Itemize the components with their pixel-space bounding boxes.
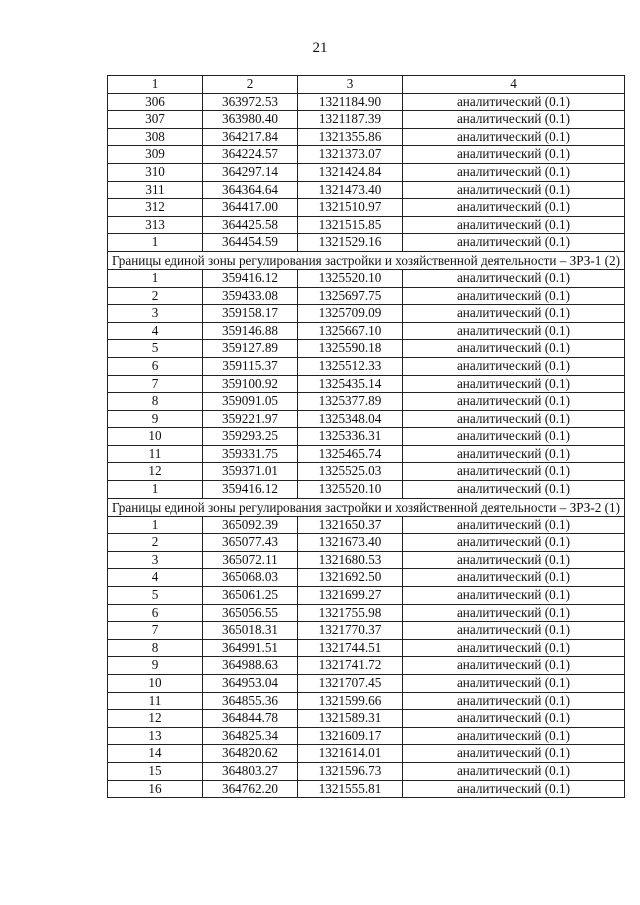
point-number-cell: 12	[108, 710, 203, 728]
x-coordinate-cell: 359127.89	[203, 340, 298, 358]
y-coordinate-cell: 1321589.31	[298, 710, 403, 728]
section-title: Границы единой зоны регулирования застройки и хозяйственной деятельности – ЗРЗ-2 (1)	[108, 498, 625, 516]
y-coordinate-cell: 1321184.90	[298, 93, 403, 111]
method-cell: аналитический (0.1)	[403, 445, 625, 463]
table-row	[108, 234, 625, 252]
x-coordinate-cell: 365056.55	[203, 604, 298, 622]
x-coordinate-cell: 364297.14	[203, 163, 298, 181]
y-coordinate-cell: 1321741.72	[298, 657, 403, 675]
x-coordinate-cell: 364803.27	[203, 762, 298, 780]
y-coordinate-cell: 1321529.16	[298, 234, 403, 252]
y-coordinate-cell: 1325697.75	[298, 287, 403, 305]
x-coordinate-cell: 365068.03	[203, 569, 298, 587]
header-cell-2: 2	[203, 76, 298, 94]
table-row	[108, 780, 625, 798]
method-cell: аналитический (0.1)	[403, 604, 625, 622]
y-coordinate-cell: 1325336.31	[298, 428, 403, 446]
point-number-cell: 6	[108, 604, 203, 622]
table-row	[108, 762, 625, 780]
header-cell-1: 1	[108, 76, 203, 94]
coordinates-table	[107, 75, 625, 798]
y-coordinate-cell: 1321609.17	[298, 727, 403, 745]
header-cell-4: 4	[403, 76, 625, 94]
x-coordinate-cell: 365018.31	[203, 622, 298, 640]
method-cell: аналитический (0.1)	[403, 146, 625, 164]
method-cell: аналитический (0.1)	[403, 111, 625, 129]
x-coordinate-cell: 365061.25	[203, 587, 298, 605]
table-row	[108, 657, 625, 675]
point-number-cell: 2	[108, 534, 203, 552]
point-number-cell: 1	[108, 481, 203, 499]
y-coordinate-cell: 1321699.27	[298, 587, 403, 605]
x-coordinate-cell: 364762.20	[203, 780, 298, 798]
point-number-cell: 1	[108, 234, 203, 252]
point-number-cell: 9	[108, 410, 203, 428]
table-row	[108, 622, 625, 640]
point-number-cell: 15	[108, 762, 203, 780]
table-row	[108, 340, 625, 358]
x-coordinate-cell: 359091.05	[203, 393, 298, 411]
method-cell: аналитический (0.1)	[403, 710, 625, 728]
x-coordinate-cell: 359331.75	[203, 445, 298, 463]
point-number-cell: 311	[108, 181, 203, 199]
table-row	[108, 181, 625, 199]
table-row	[108, 393, 625, 411]
y-coordinate-cell: 1321707.45	[298, 675, 403, 693]
point-number-cell: 9	[108, 657, 203, 675]
y-coordinate-cell: 1321755.98	[298, 604, 403, 622]
point-number-cell: 306	[108, 93, 203, 111]
method-cell: аналитический (0.1)	[403, 569, 625, 587]
method-cell: аналитический (0.1)	[403, 727, 625, 745]
method-cell: аналитический (0.1)	[403, 428, 625, 446]
method-cell: аналитический (0.1)	[403, 322, 625, 340]
x-coordinate-cell: 365092.39	[203, 516, 298, 534]
table-row	[108, 551, 625, 569]
y-coordinate-cell: 1321673.40	[298, 534, 403, 552]
y-coordinate-cell: 1321373.07	[298, 146, 403, 164]
table-row	[108, 305, 625, 323]
method-cell: аналитический (0.1)	[403, 199, 625, 217]
section-title-row	[108, 251, 625, 269]
x-coordinate-cell: 359416.12	[203, 269, 298, 287]
y-coordinate-cell: 1325667.10	[298, 322, 403, 340]
table-row	[108, 375, 625, 393]
table-row	[108, 463, 625, 481]
y-coordinate-cell: 1321614.01	[298, 745, 403, 763]
point-number-cell: 308	[108, 128, 203, 146]
method-cell: аналитический (0.1)	[403, 269, 625, 287]
y-coordinate-cell: 1321599.66	[298, 692, 403, 710]
y-coordinate-cell: 1321424.84	[298, 163, 403, 181]
x-coordinate-cell: 359100.92	[203, 375, 298, 393]
y-coordinate-cell: 1321596.73	[298, 762, 403, 780]
point-number-cell: 16	[108, 780, 203, 798]
point-number-cell: 3	[108, 305, 203, 323]
x-coordinate-cell: 359293.25	[203, 428, 298, 446]
header-cell-3: 3	[298, 76, 403, 94]
x-coordinate-cell: 365072.11	[203, 551, 298, 569]
y-coordinate-cell: 1325512.33	[298, 357, 403, 375]
point-number-cell: 11	[108, 692, 203, 710]
table-row	[108, 163, 625, 181]
y-coordinate-cell: 1321692.50	[298, 569, 403, 587]
point-number-cell: 2	[108, 287, 203, 305]
table-row	[108, 675, 625, 693]
point-number-cell: 10	[108, 675, 203, 693]
table-row	[108, 569, 625, 587]
method-cell: аналитический (0.1)	[403, 393, 625, 411]
table-row	[108, 287, 625, 305]
x-coordinate-cell: 359115.37	[203, 357, 298, 375]
table-row	[108, 128, 625, 146]
method-cell: аналитический (0.1)	[403, 357, 625, 375]
table-row	[108, 516, 625, 534]
method-cell: аналитический (0.1)	[403, 780, 625, 798]
table-row	[108, 146, 625, 164]
point-number-cell: 14	[108, 745, 203, 763]
method-cell: аналитический (0.1)	[403, 675, 625, 693]
point-number-cell: 4	[108, 569, 203, 587]
method-cell: аналитический (0.1)	[403, 622, 625, 640]
point-number-cell: 1	[108, 269, 203, 287]
point-number-cell: 8	[108, 639, 203, 657]
table-row	[108, 692, 625, 710]
point-number-cell: 1	[108, 516, 203, 534]
x-coordinate-cell: 364825.34	[203, 727, 298, 745]
coordinates-table-body	[108, 76, 625, 798]
section-title: Границы единой зоны регулирования застройки и хозяйственной деятельности – ЗРЗ-1 (2)	[108, 251, 625, 269]
point-number-cell: 313	[108, 216, 203, 234]
point-number-cell: 8	[108, 393, 203, 411]
table-row	[108, 727, 625, 745]
method-cell: аналитический (0.1)	[403, 375, 625, 393]
x-coordinate-cell: 365077.43	[203, 534, 298, 552]
point-number-cell: 310	[108, 163, 203, 181]
x-coordinate-cell: 364364.64	[203, 181, 298, 199]
y-coordinate-cell: 1321650.37	[298, 516, 403, 534]
x-coordinate-cell: 359146.88	[203, 322, 298, 340]
method-cell: аналитический (0.1)	[403, 93, 625, 111]
y-coordinate-cell: 1325590.18	[298, 340, 403, 358]
method-cell: аналитический (0.1)	[403, 305, 625, 323]
method-cell: аналитический (0.1)	[403, 551, 625, 569]
table-row	[108, 216, 625, 234]
y-coordinate-cell: 1325709.09	[298, 305, 403, 323]
x-coordinate-cell: 359221.97	[203, 410, 298, 428]
point-number-cell: 11	[108, 445, 203, 463]
table-row	[108, 410, 625, 428]
method-cell: аналитический (0.1)	[403, 745, 625, 763]
point-number-cell: 7	[108, 375, 203, 393]
x-coordinate-cell: 364991.51	[203, 639, 298, 657]
method-cell: аналитический (0.1)	[403, 692, 625, 710]
point-number-cell: 5	[108, 587, 203, 605]
method-cell: аналитический (0.1)	[403, 639, 625, 657]
table-row	[108, 428, 625, 446]
x-coordinate-cell: 364224.57	[203, 146, 298, 164]
point-number-cell: 4	[108, 322, 203, 340]
y-coordinate-cell: 1321473.40	[298, 181, 403, 199]
point-number-cell: 309	[108, 146, 203, 164]
point-number-cell: 13	[108, 727, 203, 745]
y-coordinate-cell: 1325520.10	[298, 481, 403, 499]
x-coordinate-cell: 364844.78	[203, 710, 298, 728]
x-coordinate-cell: 364217.84	[203, 128, 298, 146]
x-coordinate-cell: 364417.00	[203, 199, 298, 217]
table-row	[108, 445, 625, 463]
table-row	[108, 639, 625, 657]
method-cell: аналитический (0.1)	[403, 128, 625, 146]
point-number-cell: 7	[108, 622, 203, 640]
point-number-cell: 12	[108, 463, 203, 481]
page-number: 21	[312, 40, 328, 56]
point-number-cell: 307	[108, 111, 203, 129]
y-coordinate-cell: 1321770.37	[298, 622, 403, 640]
table-row	[108, 604, 625, 622]
method-cell: аналитический (0.1)	[403, 163, 625, 181]
x-coordinate-cell: 364454.59	[203, 234, 298, 252]
x-coordinate-cell: 364425.58	[203, 216, 298, 234]
method-cell: аналитический (0.1)	[403, 657, 625, 675]
y-coordinate-cell: 1321510.97	[298, 199, 403, 217]
x-coordinate-cell: 359371.01	[203, 463, 298, 481]
y-coordinate-cell: 1325465.74	[298, 445, 403, 463]
point-number-cell: 6	[108, 357, 203, 375]
method-cell: аналитический (0.1)	[403, 463, 625, 481]
y-coordinate-cell: 1325377.89	[298, 393, 403, 411]
y-coordinate-cell: 1321555.81	[298, 780, 403, 798]
x-coordinate-cell: 363972.53	[203, 93, 298, 111]
table-row	[108, 745, 625, 763]
table-row	[108, 587, 625, 605]
method-cell: аналитический (0.1)	[403, 181, 625, 199]
x-coordinate-cell: 364855.36	[203, 692, 298, 710]
method-cell: аналитический (0.1)	[403, 287, 625, 305]
y-coordinate-cell: 1321355.86	[298, 128, 403, 146]
x-coordinate-cell: 359416.12	[203, 481, 298, 499]
x-coordinate-cell: 364820.62	[203, 745, 298, 763]
x-coordinate-cell: 359158.17	[203, 305, 298, 323]
table-row	[108, 111, 625, 129]
y-coordinate-cell: 1321187.39	[298, 111, 403, 129]
table-row	[108, 534, 625, 552]
y-coordinate-cell: 1325525.03	[298, 463, 403, 481]
table-row	[108, 199, 625, 217]
table-row	[108, 357, 625, 375]
method-cell: аналитический (0.1)	[403, 516, 625, 534]
point-number-cell: 5	[108, 340, 203, 358]
y-coordinate-cell: 1325520.10	[298, 269, 403, 287]
point-number-cell: 10	[108, 428, 203, 446]
table-row	[108, 481, 625, 499]
x-coordinate-cell: 363980.40	[203, 111, 298, 129]
y-coordinate-cell: 1321515.85	[298, 216, 403, 234]
method-cell: аналитический (0.1)	[403, 234, 625, 252]
x-coordinate-cell: 364988.63	[203, 657, 298, 675]
method-cell: аналитический (0.1)	[403, 410, 625, 428]
method-cell: аналитический (0.1)	[403, 587, 625, 605]
table-header-row	[108, 76, 625, 94]
table-row	[108, 269, 625, 287]
section-title-row	[108, 498, 625, 516]
method-cell: аналитический (0.1)	[403, 481, 625, 499]
method-cell: аналитический (0.1)	[403, 340, 625, 358]
y-coordinate-cell: 1321744.51	[298, 639, 403, 657]
method-cell: аналитический (0.1)	[403, 216, 625, 234]
point-number-cell: 3	[108, 551, 203, 569]
method-cell: аналитический (0.1)	[403, 534, 625, 552]
x-coordinate-cell: 359433.08	[203, 287, 298, 305]
y-coordinate-cell: 1325348.04	[298, 410, 403, 428]
table-row	[108, 322, 625, 340]
x-coordinate-cell: 364953.04	[203, 675, 298, 693]
y-coordinate-cell: 1325435.14	[298, 375, 403, 393]
method-cell: аналитический (0.1)	[403, 762, 625, 780]
y-coordinate-cell: 1321680.53	[298, 551, 403, 569]
table-row	[108, 93, 625, 111]
table-row	[108, 710, 625, 728]
point-number-cell: 312	[108, 199, 203, 217]
